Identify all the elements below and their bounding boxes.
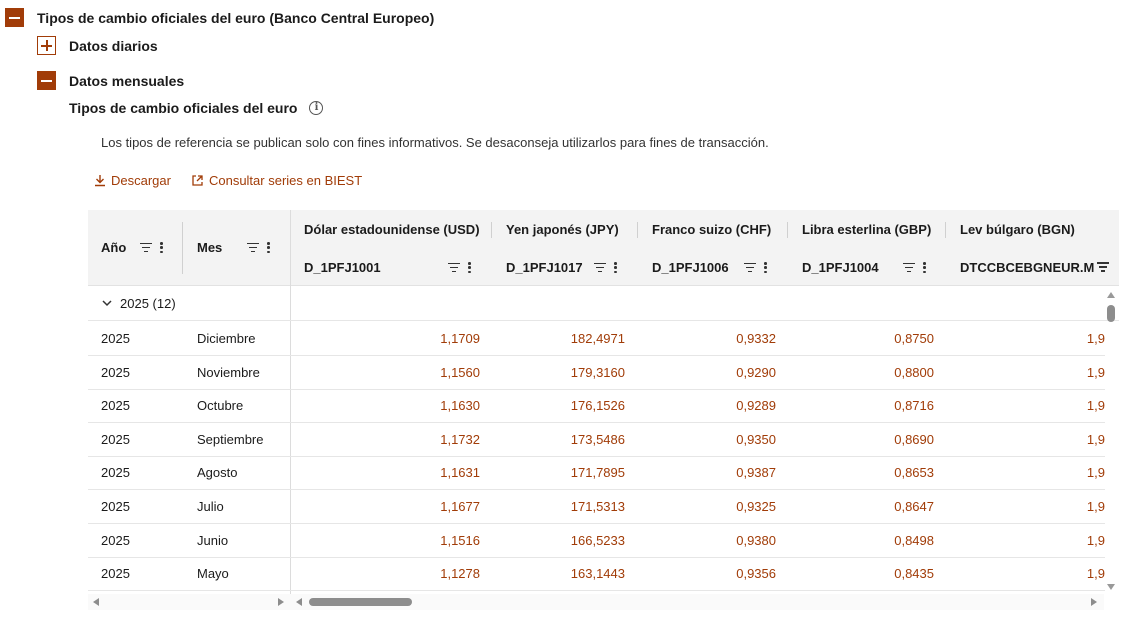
cell-month: Noviembre [197,364,260,380]
filter-icon[interactable] [903,263,915,273]
header-month[interactable]: Mes [197,240,223,255]
cell-jpy: 179,3160 [570,364,625,380]
cell-bgn: 1,9 [1086,398,1105,414]
header-gbp-name[interactable]: Libra esterlina (GBP) [802,222,932,237]
header-usd-name[interactable]: Dólar estadounidense (USD) [304,222,480,237]
filter-icon[interactable] [247,243,259,253]
table-row[interactable] [88,322,1105,356]
download-button[interactable] [94,173,171,188]
more-icon[interactable] [764,262,767,273]
table-row[interactable] [88,524,1105,558]
scroll-right-icon[interactable] [1091,598,1097,606]
filter-icon[interactable] [594,263,606,273]
tree-label-monthly: Datos mensuales [69,72,185,89]
actions-bar [94,173,382,188]
chevron-down-icon[interactable] [102,300,112,307]
scroll-thumb[interactable] [309,598,412,606]
filter-icon[interactable] [140,243,152,253]
cell-jpy: 163,1443 [570,566,625,582]
cell-year: 2025 [101,532,130,548]
scroll-left-icon[interactable] [296,598,302,606]
notice-text: Los tipos de referencia se publican solo con fines informativos. Se desaconseja utilizarlos para fines de transacción. [101,135,769,150]
cell-chf: 0,9387 [736,465,776,481]
table-row[interactable] [88,456,1105,490]
cell-jpy: 182,4971 [570,331,625,346]
cell-usd: 1,1709 [440,331,480,346]
filter-icon[interactable] [1097,262,1109,272]
cell-usd: 1,1516 [440,532,480,548]
header-usd-code: D_1PFJ1001 [304,260,381,275]
collapse-icon[interactable] [5,8,24,27]
cell-gbp: 0,8716 [894,398,934,414]
cell-year: 2025 [101,465,130,481]
cell-bgn: 1,9 [1086,331,1105,346]
cell-usd: 1,1560 [440,364,480,380]
filter-icon[interactable] [448,263,460,273]
scroll-thumb[interactable] [1107,305,1115,322]
cell-chf: 0,9350 [736,431,776,447]
tree-label-root: Tipos de cambio oficiales del euro (Banco Central Europeo) [37,9,435,26]
scroll-right-icon[interactable] [278,598,284,606]
cell-year: 2025 [101,364,130,380]
group-row-2025[interactable] [88,287,1119,321]
table-row[interactable] [88,557,1105,591]
cell-chf: 0,9289 [736,398,776,414]
grid-header [88,210,1119,286]
cell-chf: 0,9325 [736,499,776,514]
tree-node-monthly[interactable] [37,71,184,90]
cell-usd: 1,1677 [440,499,480,514]
cell-gbp: 0,8750 [894,331,934,346]
cell-month: Septiembre [197,431,264,447]
cell-bgn: 1,9 [1086,499,1105,514]
cell-bgn: 1,9 [1086,465,1105,481]
cell-bgn: 1,9 [1086,566,1105,582]
cell-chf: 0,9356 [736,566,776,582]
header-chf-name[interactable]: Franco suizo (CHF) [652,222,772,237]
filter-icon[interactable] [744,263,756,273]
external-link-icon [191,174,204,187]
cell-usd: 1,1278 [440,566,480,582]
info-icon[interactable]: i [309,101,323,115]
cell-month: Agosto [197,465,238,481]
more-icon[interactable] [923,262,926,273]
cell-chf: 0,9332 [736,331,776,346]
biest-link[interactable] [191,173,362,188]
table-row[interactable] [88,490,1105,524]
cell-jpy: 171,7895 [570,465,625,481]
vertical-scrollbar[interactable] [1104,289,1118,593]
biest-label: Consultar series en BIEST [208,173,363,188]
cell-gbp: 0,8647 [894,499,934,514]
cell-bgn: 1,9 [1086,431,1105,447]
cell-jpy: 173,5486 [570,431,625,447]
scroll-down-icon[interactable] [1107,584,1115,590]
tree-node-root[interactable] [5,8,434,27]
tree-node-daily[interactable] [37,36,158,55]
more-icon[interactable] [160,242,163,253]
cell-usd: 1,1631 [440,465,480,481]
cell-gbp: 0,8690 [894,431,934,447]
tree-label-daily: Datos diarios [69,37,158,54]
download-icon [94,174,106,187]
download-label: Descargar [111,173,171,188]
header-bgn-code: DTCCBCEBGNEUR.M [960,260,1095,275]
header-month-tools [247,242,270,253]
horizontal-scrollbar[interactable] [291,594,1104,610]
cell-jpy: 166,5233 [570,532,625,548]
collapse-icon[interactable] [37,71,56,90]
header-chf-code: D_1PFJ1006 [652,260,729,275]
table-row[interactable] [88,356,1105,390]
cell-month: Mayo [197,566,229,582]
cell-chf: 0,9380 [736,532,776,548]
cell-gbp: 0,8653 [894,465,934,481]
cell-year: 2025 [101,431,130,447]
pinned-horizontal-scrollbar[interactable] [88,594,291,610]
cell-gbp: 0,8498 [894,532,934,548]
cell-gbp: 0,8800 [894,364,934,380]
section-title-text: Tipos de cambio oficiales del euro [69,100,298,116]
cell-month: Diciembre [197,331,256,346]
cell-chf: 0,9290 [736,364,776,380]
header-gbp-code: D_1PFJ1004 [802,260,879,275]
header-jpy-name[interactable]: Yen japonés (JPY) [506,222,619,237]
section-title [69,100,323,116]
scroll-up-icon[interactable] [1107,292,1115,298]
cell-month: Junio [197,532,229,548]
scroll-left-icon[interactable] [93,598,99,606]
table-row[interactable] [88,423,1105,457]
expand-icon[interactable] [37,36,56,55]
group-label: 2025 (12) [120,296,176,311]
cell-year: 2025 [101,566,130,582]
more-icon[interactable] [614,262,617,273]
cell-year: 2025 [101,331,130,346]
cell-year: 2025 [101,398,130,414]
cell-gbp: 0,8435 [894,566,934,582]
cell-usd: 1,1732 [440,431,480,447]
cell-jpy: 171,5313 [570,499,625,514]
more-icon[interactable] [468,262,471,273]
cell-bgn: 1,9 [1086,532,1105,548]
header-year[interactable]: Año [101,240,127,255]
cell-year: 2025 [101,499,130,514]
cell-usd: 1,1630 [440,398,480,414]
cell-month: Julio [197,499,224,514]
cell-bgn: 1,9 [1086,364,1105,380]
data-grid [88,210,1119,610]
cell-jpy: 176,1526 [570,398,625,414]
header-jpy-code: D_1PFJ1017 [506,260,583,275]
header-year-tools [140,242,163,253]
header-bgn-name[interactable]: Lev búlgaro (BGN) [960,222,1075,237]
more-icon[interactable] [267,242,270,253]
table-row[interactable] [88,389,1105,423]
cell-month: Octubre [197,398,244,414]
